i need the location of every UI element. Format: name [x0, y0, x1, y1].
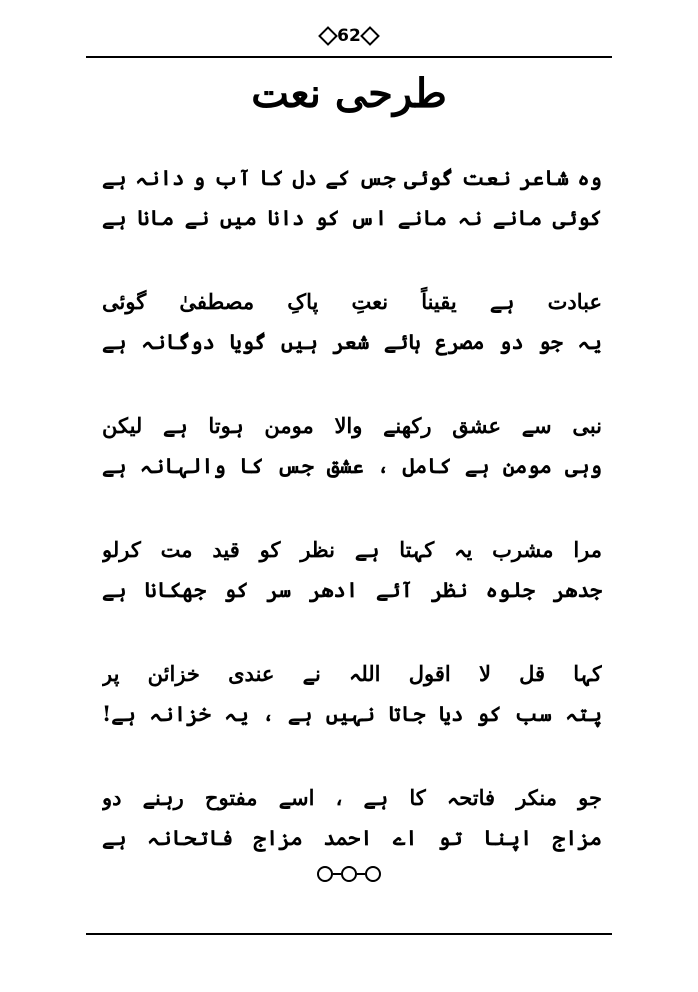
stanza — [102, 530, 602, 610]
verse-line: نبی سے عشق رکھنے والا مومن ہوتا ہے لیکن — [102, 413, 602, 438]
verse-line: مزاج اپنا تو اے احمد مزاج فاتحانہ ہے — [102, 825, 602, 850]
top-rule — [86, 56, 612, 58]
left-diamond-ornament — [318, 26, 338, 46]
page-number: 62 — [337, 26, 361, 46]
verse-line: کہا قل لا اقول اللہ نے عندی خزائن پر — [102, 661, 602, 686]
end-ornament-rings-icon — [0, 866, 698, 882]
right-diamond-ornament — [360, 26, 380, 46]
stanza — [102, 654, 602, 734]
page-number-ornament — [0, 26, 698, 47]
verse-line: کوئی مانے نہ مانے اس کو دانا میں نے مانا ہے — [102, 205, 602, 230]
page-title: طرحی نعت — [251, 70, 447, 117]
verse-line: وہ شاعر نعت گوئی جس کے دل کا آب و دانہ ہے — [102, 165, 602, 190]
verse-line: عبادت ہے یقیناً نعتِ پاکِ مصطفیٰ گوئی — [102, 289, 602, 314]
verse-line: پتہ سب کو دیا جاتا نہیں ہے ، یہ خزانہ ہے! — [102, 701, 602, 726]
verse-line: وہی مومن ہے کامل ، عشق جس کا والہانہ ہے — [102, 453, 602, 478]
verse-line: یہ جو دو مصرع ہائے شعر ہیں گویا دوگانہ ہے — [102, 329, 602, 354]
verse-line: جو منکر فاتحہ کا ہے ، اسے مفتوح رہنے دو — [102, 785, 602, 810]
bottom-rule — [86, 933, 612, 935]
stanza — [102, 778, 602, 858]
stanza — [102, 282, 602, 362]
verse-line: جدھر جلوہ نظر آئے ادھر سر کو جھکانا ہے — [102, 577, 602, 602]
stanza — [102, 158, 602, 238]
stanza — [102, 406, 602, 486]
verse-line: مرا مشرب یہ کہتا ہے نظر کو قید مت کرلو — [102, 537, 602, 562]
poem — [102, 158, 602, 902]
